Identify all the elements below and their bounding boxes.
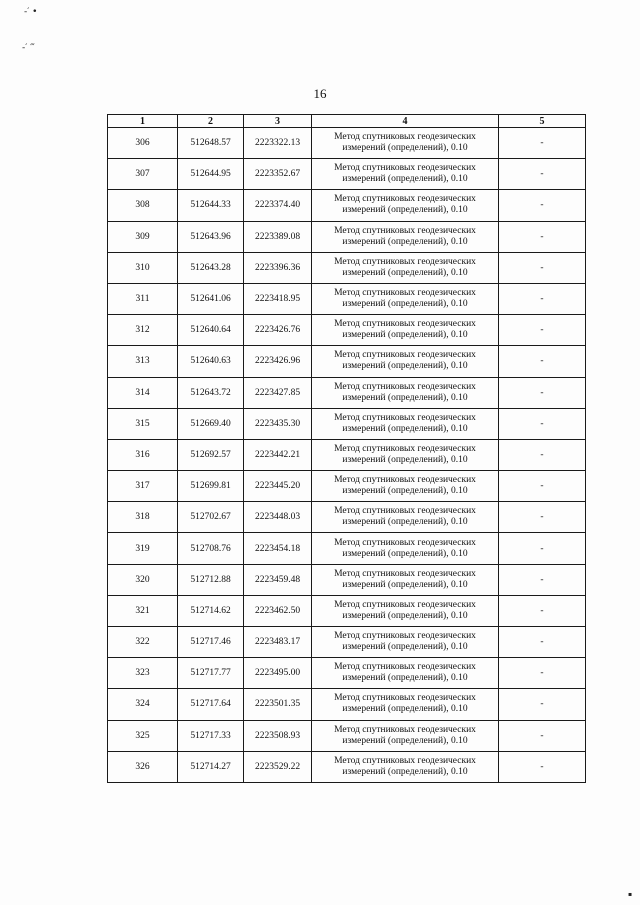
x-coordinate-cell: 512648.57 [178, 128, 244, 159]
y-coordinate-cell: 2223445.20 [244, 471, 312, 502]
point-number-cell: 311 [108, 283, 178, 314]
x-coordinate-cell: 512717.77 [178, 658, 244, 689]
point-number-cell: 313 [108, 346, 178, 377]
point-number-cell: 309 [108, 221, 178, 252]
point-number-cell: 321 [108, 595, 178, 626]
point-number-cell: 322 [108, 627, 178, 658]
col5-cell: - [499, 190, 586, 221]
method-cell [312, 190, 499, 221]
table-row [108, 221, 586, 252]
table-row [108, 315, 586, 346]
method-line-1: Метод спутниковых геодезических [334, 225, 476, 236]
point-number-cell: 306 [108, 128, 178, 159]
point-number-cell: 310 [108, 252, 178, 283]
point-number-cell: 307 [108, 159, 178, 190]
x-coordinate-cell: 512641.06 [178, 283, 244, 314]
x-coordinate-cell: 512712.88 [178, 564, 244, 595]
method-cell [312, 751, 499, 782]
method-cell [312, 689, 499, 720]
point-number-cell: 308 [108, 190, 178, 221]
method-cell [312, 471, 499, 502]
x-coordinate-cell: 512708.76 [178, 533, 244, 564]
x-coordinate-cell: 512640.63 [178, 346, 244, 377]
x-coordinate-cell: 512643.72 [178, 377, 244, 408]
col5-cell: - [499, 159, 586, 190]
x-coordinate-cell: 512692.57 [178, 439, 244, 470]
method-line-1: Метод спутниковых геодезических [334, 537, 476, 548]
table-row [108, 346, 586, 377]
point-number-cell: 312 [108, 315, 178, 346]
scan-artifact-mark: -′ • [24, 7, 38, 17]
method-line-2: измерений (определений), 0.10 [342, 267, 468, 278]
col5-cell: - [499, 502, 586, 533]
method-cell [312, 128, 499, 159]
method-line-1: Метод спутниковых геодезических [334, 631, 476, 642]
method-line-1: Метод спутниковых геодезических [334, 163, 476, 174]
point-number-cell: 323 [108, 658, 178, 689]
method-line-1: Метод спутниковых геодезических [334, 724, 476, 735]
method-line-2: измерений (определений), 0.10 [342, 486, 468, 497]
col5-cell: - [499, 533, 586, 564]
x-coordinate-cell: 512644.95 [178, 159, 244, 190]
col5-cell: - [499, 564, 586, 595]
y-coordinate-cell: 2223374.40 [244, 190, 312, 221]
method-line-2: измерений (определений), 0.10 [342, 454, 468, 465]
method-line-1: Метод спутниковых геодезических [334, 443, 476, 454]
method-cell [312, 533, 499, 564]
table-row [108, 533, 586, 564]
x-coordinate-cell: 512714.62 [178, 595, 244, 626]
point-number-cell: 316 [108, 439, 178, 470]
col5-cell: - [499, 252, 586, 283]
y-coordinate-cell: 2223418.95 [244, 283, 312, 314]
y-coordinate-cell: 2223529.22 [244, 751, 312, 782]
x-coordinate-cell: 512669.40 [178, 408, 244, 439]
point-number-cell: 314 [108, 377, 178, 408]
point-number-cell: 324 [108, 689, 178, 720]
x-coordinate-cell: 512717.64 [178, 689, 244, 720]
page-number: 16 [313, 86, 327, 101]
y-coordinate-cell: 2223389.08 [244, 221, 312, 252]
x-coordinate-cell: 512717.46 [178, 627, 244, 658]
method-line-1: Метод спутниковых геодезических [334, 475, 476, 486]
method-line-1: Метод спутниковых геодезических [334, 693, 476, 704]
col5-cell: - [499, 720, 586, 751]
col5-cell: - [499, 658, 586, 689]
col5-cell: - [499, 315, 586, 346]
table-row [108, 658, 586, 689]
point-number-cell: 318 [108, 502, 178, 533]
y-coordinate-cell: 2223448.03 [244, 502, 312, 533]
table-row [108, 283, 586, 314]
method-cell [312, 283, 499, 314]
table-row [108, 408, 586, 439]
method-line-1: Метод спутниковых геодезических [334, 350, 476, 361]
table-row [108, 439, 586, 470]
point-number-cell: 325 [108, 720, 178, 751]
y-coordinate-cell: 2223508.93 [244, 720, 312, 751]
table-row [108, 627, 586, 658]
y-coordinate-cell: 2223454.18 [244, 533, 312, 564]
col5-cell: - [499, 689, 586, 720]
method-line-1: Метод спутниковых геодезических [334, 662, 476, 673]
method-line-2: измерений (определений), 0.10 [342, 673, 468, 684]
point-number-cell: 320 [108, 564, 178, 595]
coordinates-table [107, 114, 586, 783]
method-line-2: измерений (определений), 0.10 [342, 299, 468, 310]
method-cell [312, 720, 499, 751]
column-header: 4 [312, 115, 499, 128]
y-coordinate-cell: 2223501.35 [244, 689, 312, 720]
x-coordinate-cell: 512643.96 [178, 221, 244, 252]
column-header: 2 [178, 115, 244, 128]
scan-artifact-mark: -′ ‴ [22, 43, 35, 53]
table-row [108, 159, 586, 190]
method-line-2: измерений (определений), 0.10 [342, 423, 468, 434]
method-line-2: измерений (определений), 0.10 [342, 548, 468, 559]
column-header: 1 [108, 115, 178, 128]
y-coordinate-cell: 2223459.48 [244, 564, 312, 595]
method-line-1: Метод спутниковых геодезических [334, 132, 476, 143]
method-cell [312, 564, 499, 595]
method-line-2: измерений (определений), 0.10 [342, 143, 468, 154]
column-header: 5 [499, 115, 586, 128]
col5-cell: - [499, 128, 586, 159]
point-number-cell: 326 [108, 751, 178, 782]
y-coordinate-cell: 2223483.17 [244, 627, 312, 658]
method-line-2: измерений (определений), 0.10 [342, 642, 468, 653]
method-cell [312, 221, 499, 252]
method-line-2: измерений (определений), 0.10 [342, 579, 468, 590]
col5-cell: - [499, 377, 586, 408]
method-line-2: измерений (определений), 0.10 [342, 766, 468, 777]
table-row [108, 377, 586, 408]
method-line-1: Метод спутниковых геодезических [334, 412, 476, 423]
method-line-1: Метод спутниковых геодезических [334, 194, 476, 205]
method-line-2: измерений (определений), 0.10 [342, 704, 468, 715]
col5-cell: - [499, 595, 586, 626]
method-line-2: измерений (определений), 0.10 [342, 735, 468, 746]
y-coordinate-cell: 2223352.67 [244, 159, 312, 190]
table-body [108, 128, 586, 783]
method-line-2: измерений (определений), 0.10 [342, 610, 468, 621]
y-coordinate-cell: 2223426.96 [244, 346, 312, 377]
method-cell [312, 377, 499, 408]
x-coordinate-cell: 512714.27 [178, 751, 244, 782]
y-coordinate-cell: 2223462.50 [244, 595, 312, 626]
table-row [108, 720, 586, 751]
method-cell [312, 346, 499, 377]
col5-cell: - [499, 471, 586, 502]
x-coordinate-cell: 512717.33 [178, 720, 244, 751]
point-number-cell: 319 [108, 533, 178, 564]
method-line-2: измерений (определений), 0.10 [342, 205, 468, 216]
method-line-2: измерений (определений), 0.10 [342, 174, 468, 185]
method-line-1: Метод спутниковых геодезических [334, 568, 476, 579]
method-line-2: измерений (определений), 0.10 [342, 392, 468, 403]
method-cell [312, 159, 499, 190]
method-line-2: измерений (определений), 0.10 [342, 330, 468, 341]
table-row [108, 751, 586, 782]
point-number-cell: 315 [108, 408, 178, 439]
table-row [108, 502, 586, 533]
method-cell [312, 439, 499, 470]
y-coordinate-cell: 2223495.00 [244, 658, 312, 689]
col5-cell: - [499, 221, 586, 252]
scan-artifact-mark: ▪ [628, 891, 633, 898]
table-row [108, 252, 586, 283]
y-coordinate-cell: 2223427.85 [244, 377, 312, 408]
method-cell [312, 408, 499, 439]
x-coordinate-cell: 512702.67 [178, 502, 244, 533]
x-coordinate-cell: 512643.28 [178, 252, 244, 283]
method-line-1: Метод спутниковых геодезических [334, 381, 476, 392]
col5-cell: - [499, 627, 586, 658]
y-coordinate-cell: 2223442.21 [244, 439, 312, 470]
method-line-1: Метод спутниковых геодезических [334, 599, 476, 610]
col5-cell: - [499, 346, 586, 377]
x-coordinate-cell: 512644.33 [178, 190, 244, 221]
col5-cell: - [499, 408, 586, 439]
col5-cell: - [499, 283, 586, 314]
method-cell [312, 315, 499, 346]
table-row [108, 190, 586, 221]
point-number-cell: 317 [108, 471, 178, 502]
method-line-1: Метод спутниковых геодезических [334, 319, 476, 330]
method-line-2: измерений (определений), 0.10 [342, 517, 468, 528]
method-cell [312, 252, 499, 283]
method-cell [312, 595, 499, 626]
method-cell [312, 658, 499, 689]
method-line-1: Метод спутниковых геодезических [334, 506, 476, 517]
method-line-2: измерений (определений), 0.10 [342, 236, 468, 247]
table-row [108, 128, 586, 159]
method-cell [312, 502, 499, 533]
table-row [108, 471, 586, 502]
method-line-1: Метод спутниковых геодезических [334, 256, 476, 267]
method-line-1: Метод спутниковых геодезических [334, 288, 476, 299]
method-line-1: Метод спутниковых геодезических [334, 755, 476, 766]
x-coordinate-cell: 512699.81 [178, 471, 244, 502]
y-coordinate-cell: 2223435.30 [244, 408, 312, 439]
table-row [108, 564, 586, 595]
table-row [108, 595, 586, 626]
y-coordinate-cell: 2223396.36 [244, 252, 312, 283]
column-header: 3 [244, 115, 312, 128]
method-line-2: измерений (определений), 0.10 [342, 361, 468, 372]
y-coordinate-cell: 2223426.76 [244, 315, 312, 346]
method-cell [312, 627, 499, 658]
y-coordinate-cell: 2223322.13 [244, 128, 312, 159]
col5-cell: - [499, 751, 586, 782]
table-header-row [108, 115, 586, 128]
col5-cell: - [499, 439, 586, 470]
x-coordinate-cell: 512640.64 [178, 315, 244, 346]
table-row [108, 689, 586, 720]
